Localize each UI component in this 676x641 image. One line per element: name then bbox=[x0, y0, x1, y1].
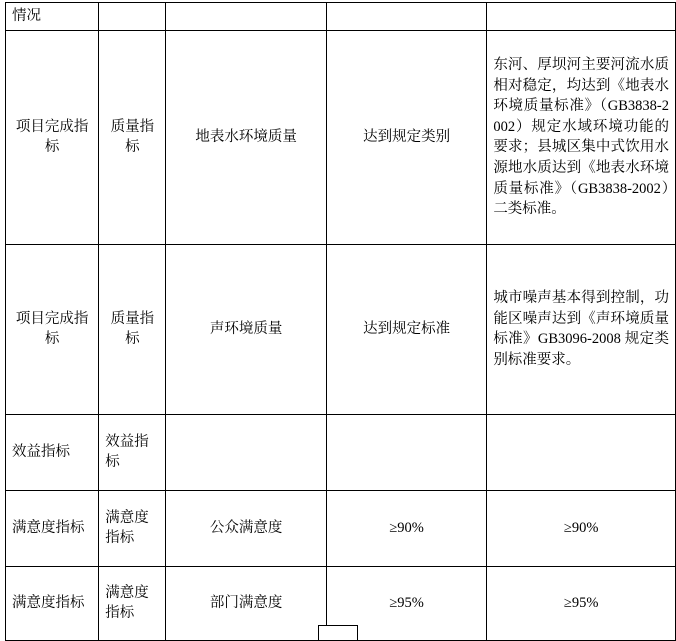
table-row bbox=[6, 414, 676, 490]
cell-value: 达到规定类别 bbox=[326, 30, 486, 244]
cell-remark: ≥95% bbox=[487, 566, 676, 640]
cell-category: 效益指标 bbox=[6, 414, 99, 490]
header-spacer-e bbox=[487, 3, 676, 31]
cell-remark: 东河、厚坝河主要河流水质相对稳定，均达到《地表水环境质量标准》（GB3838-2002）规定水域环境功能的要求；县城区集中式饮用水源地水质达到《地表水环境质量标准》（GB3838-2002）二类标准。 bbox=[487, 30, 676, 244]
cell-remark bbox=[487, 414, 676, 490]
cell-nature: 满意度指标 bbox=[99, 490, 166, 566]
cell-name: 地表水环境质量 bbox=[166, 30, 326, 244]
performance-indicator-table bbox=[5, 2, 676, 641]
table-row bbox=[6, 490, 676, 566]
corner-label-cell bbox=[6, 3, 99, 31]
header-spacer-d bbox=[326, 3, 486, 31]
cell-category: 满意度指标 bbox=[6, 566, 99, 640]
cell-name: 部门满意度 bbox=[166, 566, 326, 640]
cell-remark: ≥90% bbox=[487, 490, 676, 566]
cell-value: 达到规定标准 bbox=[326, 244, 486, 414]
table-row bbox=[6, 244, 676, 414]
cell-value: ≥95% bbox=[326, 566, 486, 640]
cell-nature: 质量指标 bbox=[99, 30, 166, 244]
table-row bbox=[6, 30, 676, 244]
table-header-row bbox=[6, 3, 676, 31]
cell-category: 项目完成指标 bbox=[6, 30, 99, 244]
cell-nature: 满意度指标 bbox=[99, 566, 166, 640]
cell-name bbox=[166, 414, 326, 490]
cell-name: 声环境质量 bbox=[166, 244, 326, 414]
cell-category: 项目完成指标 bbox=[6, 244, 99, 414]
corner-label-text: 情况 bbox=[12, 8, 41, 24]
cell-value: ≥90% bbox=[326, 490, 486, 566]
cell-value bbox=[326, 414, 486, 490]
page-footer-box bbox=[318, 625, 358, 640]
cell-category: 满意度指标 bbox=[6, 490, 99, 566]
header-spacer-c bbox=[166, 3, 326, 31]
cell-nature: 质量指标 bbox=[99, 244, 166, 414]
cell-nature: 效益指标 bbox=[99, 414, 166, 490]
header-spacer-b bbox=[99, 3, 166, 31]
cell-name: 公众满意度 bbox=[166, 490, 326, 566]
cell-remark: 城市噪声基本得到控制，功能区噪声达到《声环境质量标准》GB3096-2008 规定类别标准要求。 bbox=[487, 244, 676, 414]
